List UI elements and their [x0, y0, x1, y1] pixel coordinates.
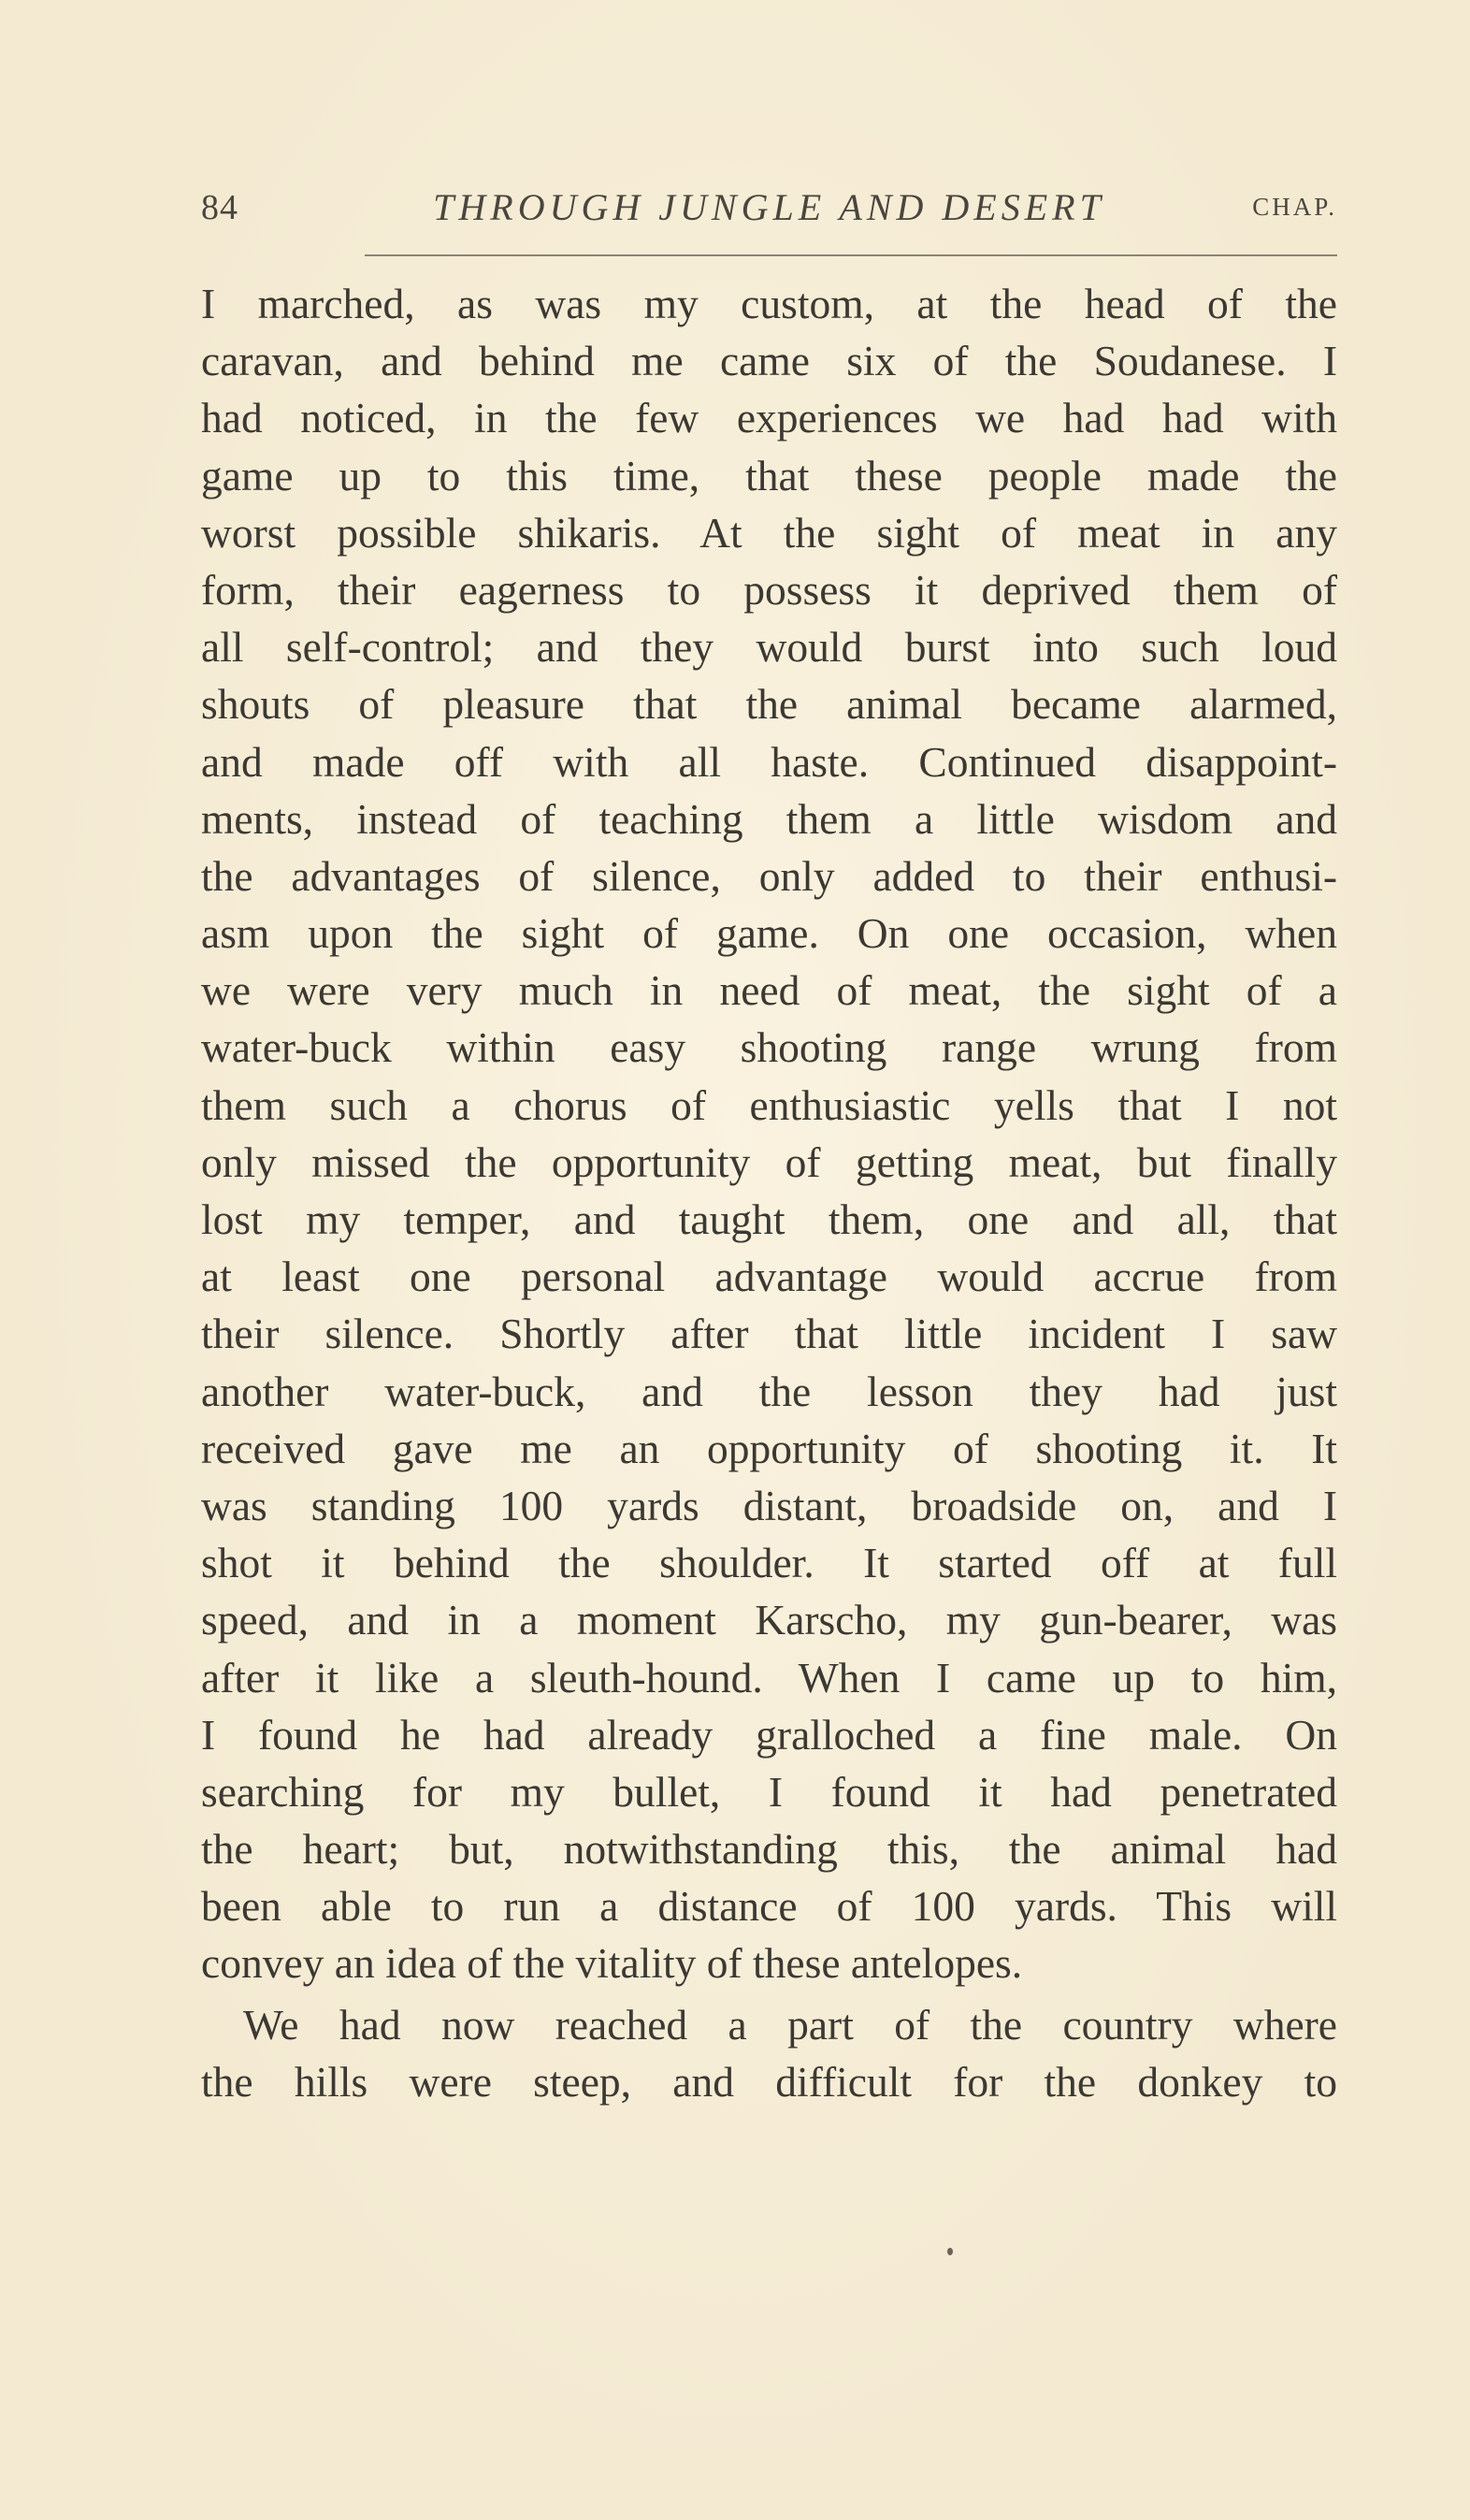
page-number: 84: [201, 188, 238, 227]
text-line: the heart; but, notwithstanding this, the animal had: [201, 1825, 1337, 1874]
running-title: THROUGH JUNGLE AND DESERT: [433, 186, 1105, 228]
text-line: was standing 100 yards distant, broadside on, and I: [201, 1481, 1337, 1529]
text-line: speed, and in a moment Karscho, my gun-bearer, was: [201, 1596, 1337, 1644]
text-line: had noticed, in the few experiences we had had with: [201, 394, 1337, 442]
text-line: them such a chorus of enthusiastic yells that I not: [201, 1080, 1337, 1129]
text-line: all self-control; and they would burst into such loud: [201, 623, 1337, 672]
text-line: received gave me an opportunity of shooting it. It: [201, 1424, 1337, 1472]
ink-speck: [947, 2248, 953, 2255]
text-line: the advantages of silence, only added to their enthusi-: [201, 851, 1337, 900]
text-line: I found he had already gralloched a fine male. On: [201, 1710, 1337, 1759]
text-line: water-buck within easy shooting range wrung from: [201, 1023, 1337, 1072]
text-line: caravan, and behind me came six of the Soudanese. I: [201, 337, 1337, 385]
text-line: shouts of pleasure that the animal became alarmed,: [201, 680, 1337, 729]
text-line: another water-buck, and the lesson they had just: [201, 1367, 1337, 1415]
text-line: ments, instead of teaching them a little wisdom and: [201, 794, 1337, 843]
text-line: asm upon the sight of game. On one occasion, when: [201, 909, 1337, 958]
text-line: only missed the opportunity of getting meat, but finally: [201, 1137, 1337, 1186]
text-line: been able to run a distance of 100 yards. This will: [201, 1882, 1337, 1931]
running-header: [201, 183, 1337, 230]
text-line: lost my temper, and taught them, one and all, that: [201, 1195, 1337, 1243]
text-line: at least one personal advantage would accrue from: [201, 1253, 1337, 1301]
text-line: and made off with all haste. Continued disappoint-: [201, 737, 1337, 786]
text-line: after it like a sleuth-hound. When I came up to him,: [201, 1653, 1337, 1702]
text-line: I marched, as was my custom, at the head of the: [201, 280, 1337, 327]
text-line: searching for my bullet, I found it had penetrated: [201, 1767, 1337, 1816]
text-line: convey an idea of the vitality of these antelopes.: [201, 1939, 1023, 1988]
text-line: game up to this time, that these people made the: [201, 451, 1337, 500]
text-line: shot it behind the shoulder. It started off at full: [201, 1539, 1337, 1587]
text-line: We had now reached a part of the country where: [243, 2000, 1337, 2049]
text-line: worst possible shikaris. At the sight of meat in any: [201, 508, 1337, 557]
text-line: we were very much in need of meat, the sight of a: [201, 966, 1337, 1015]
text-line: form, their eagerness to possess it deprived them of: [201, 565, 1337, 614]
paragraph-1: [201, 275, 1337, 1992]
text-line: the hills were steep, and difficult for the donkey to: [201, 2057, 1337, 2106]
text-line: their silence. Shortly after that little incident I saw: [201, 1310, 1337, 1358]
chapter-label: CHAP.: [1252, 193, 1337, 221]
header-rule: [365, 254, 1337, 256]
body-text: [201, 275, 1337, 2110]
paragraph-2: [201, 1996, 1337, 2110]
